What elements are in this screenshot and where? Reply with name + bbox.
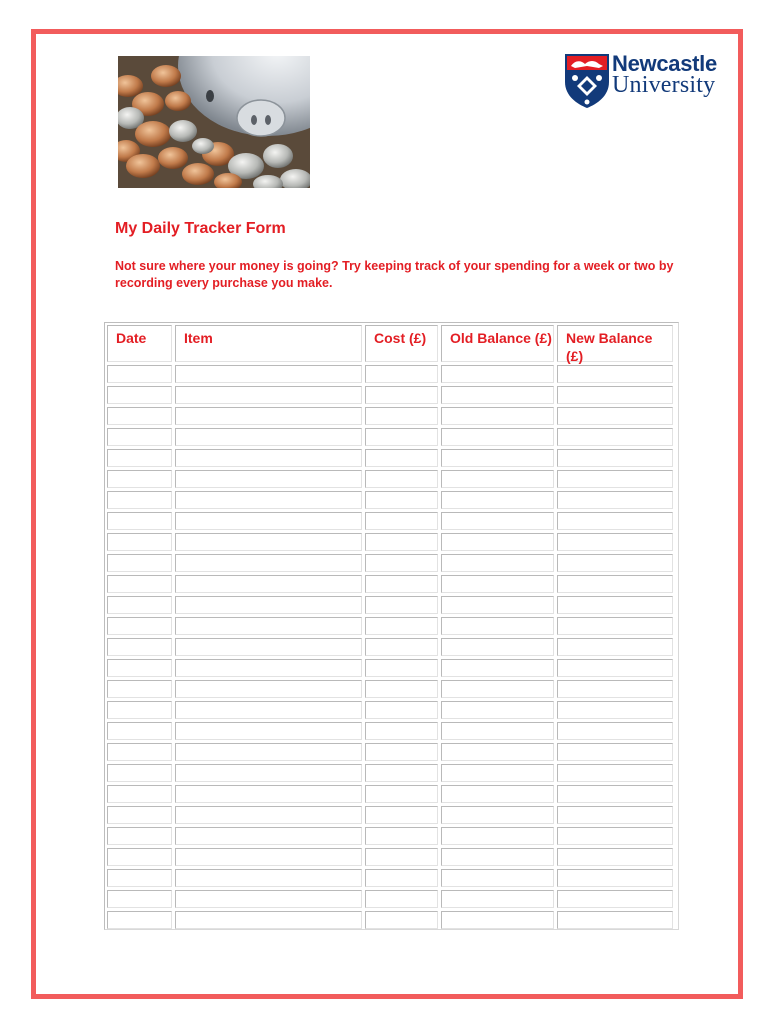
cell-item[interactable]	[175, 386, 362, 404]
column-header-date: Date	[107, 325, 172, 362]
cell-cost[interactable]	[365, 512, 438, 530]
cell-new-balance[interactable]	[557, 638, 673, 656]
cell-cost[interactable]	[365, 575, 438, 593]
cell-cost[interactable]	[365, 428, 438, 446]
cell-old-balance[interactable]	[441, 869, 554, 887]
cell-item[interactable]	[175, 365, 362, 383]
cell-new-balance[interactable]	[557, 407, 673, 425]
cell-cost[interactable]	[365, 596, 438, 614]
cell-new-balance[interactable]	[557, 365, 673, 383]
cell-date[interactable]	[107, 596, 172, 614]
cell-item[interactable]	[175, 617, 362, 635]
cell-new-balance[interactable]	[557, 806, 673, 824]
cell-date[interactable]	[107, 743, 172, 761]
cell-item[interactable]	[175, 680, 362, 698]
coins-piggy-bank-photo	[118, 56, 310, 188]
cell-item[interactable]	[175, 827, 362, 845]
cell-item[interactable]	[175, 722, 362, 740]
cell-new-balance[interactable]	[557, 512, 673, 530]
cell-new-balance[interactable]	[557, 533, 673, 551]
cell-cost[interactable]	[365, 365, 438, 383]
cell-item[interactable]	[175, 764, 362, 782]
cell-item[interactable]	[175, 911, 362, 929]
cell-item[interactable]	[175, 512, 362, 530]
cell-cost[interactable]	[365, 470, 438, 488]
cell-new-balance[interactable]	[557, 596, 673, 614]
cell-new-balance[interactable]	[557, 911, 673, 929]
cell-date[interactable]	[107, 470, 172, 488]
cell-new-balance[interactable]	[557, 764, 673, 782]
coins-photo-graphic	[118, 56, 310, 188]
cell-cost[interactable]	[365, 659, 438, 677]
cell-cost[interactable]	[365, 533, 438, 551]
cell-new-balance[interactable]	[557, 890, 673, 908]
form-intro: Not sure where your money is going? Try keeping track of your spending for a week or two by recording every purchase you make.	[115, 259, 674, 290]
cell-date[interactable]	[107, 365, 172, 383]
cell-cost[interactable]	[365, 785, 438, 803]
cell-cost[interactable]	[365, 848, 438, 866]
cell-date[interactable]	[107, 827, 172, 845]
cell-old-balance[interactable]	[441, 617, 554, 635]
cell-new-balance[interactable]	[557, 827, 673, 845]
form-title: My Daily Tracker Form	[115, 220, 286, 237]
cell-old-balance[interactable]	[441, 827, 554, 845]
cell-old-balance[interactable]	[441, 407, 554, 425]
cell-old-balance[interactable]	[441, 554, 554, 572]
cell-new-balance[interactable]	[557, 743, 673, 761]
cell-cost[interactable]	[365, 407, 438, 425]
cell-new-balance[interactable]	[557, 659, 673, 677]
cell-item[interactable]	[175, 743, 362, 761]
cell-cost[interactable]	[365, 827, 438, 845]
cell-new-balance[interactable]	[557, 386, 673, 404]
cell-cost[interactable]	[365, 890, 438, 908]
cell-cost[interactable]	[365, 554, 438, 572]
cell-old-balance[interactable]	[441, 428, 554, 446]
cell-cost[interactable]	[365, 911, 438, 929]
cell-cost[interactable]	[365, 869, 438, 887]
cell-item[interactable]	[175, 491, 362, 509]
cell-cost[interactable]	[365, 386, 438, 404]
cell-cost[interactable]	[365, 722, 438, 740]
cell-date[interactable]	[107, 806, 172, 824]
cell-item[interactable]	[175, 785, 362, 803]
cell-new-balance[interactable]	[557, 554, 673, 572]
cell-new-balance[interactable]	[557, 680, 673, 698]
cell-new-balance[interactable]	[557, 617, 673, 635]
cell-date[interactable]	[107, 785, 172, 803]
cell-cost[interactable]	[365, 806, 438, 824]
cell-date[interactable]	[107, 533, 172, 551]
column-header-new-balance: New Balance (£)	[557, 325, 673, 362]
cell-date[interactable]	[107, 701, 172, 719]
cell-old-balance[interactable]	[441, 848, 554, 866]
cell-date[interactable]	[107, 449, 172, 467]
cell-old-balance[interactable]	[441, 449, 554, 467]
cell-new-balance[interactable]	[557, 575, 673, 593]
cell-cost[interactable]	[365, 764, 438, 782]
cell-old-balance[interactable]	[441, 512, 554, 530]
cell-item[interactable]	[175, 848, 362, 866]
cell-item[interactable]	[175, 869, 362, 887]
cell-old-balance[interactable]	[441, 659, 554, 677]
cell-item[interactable]	[175, 533, 362, 551]
cell-new-balance[interactable]	[557, 449, 673, 467]
cell-new-balance[interactable]	[557, 428, 673, 446]
cell-cost[interactable]	[365, 617, 438, 635]
cell-date[interactable]	[107, 428, 172, 446]
cell-old-balance[interactable]	[441, 575, 554, 593]
cell-date[interactable]	[107, 491, 172, 509]
column-header-cost: Cost (£)	[365, 325, 438, 362]
cell-date[interactable]	[107, 575, 172, 593]
cell-old-balance[interactable]	[441, 911, 554, 929]
cell-item[interactable]	[175, 701, 362, 719]
cell-date[interactable]	[107, 407, 172, 425]
cell-old-balance[interactable]	[441, 890, 554, 908]
cell-cost[interactable]	[365, 701, 438, 719]
cell-date[interactable]	[107, 659, 172, 677]
cell-item[interactable]	[175, 806, 362, 824]
cell-old-balance[interactable]	[441, 680, 554, 698]
cell-old-balance[interactable]	[441, 386, 554, 404]
newcastle-university-logo	[563, 52, 731, 112]
cell-date[interactable]	[107, 890, 172, 908]
cell-item[interactable]	[175, 428, 362, 446]
cell-old-balance[interactable]	[441, 638, 554, 656]
cell-cost[interactable]	[365, 491, 438, 509]
cell-new-balance[interactable]	[557, 785, 673, 803]
cell-item[interactable]	[175, 575, 362, 593]
cell-date[interactable]	[107, 386, 172, 404]
cell-date[interactable]	[107, 869, 172, 887]
cell-old-balance[interactable]	[441, 596, 554, 614]
cell-date[interactable]	[107, 554, 172, 572]
cell-item[interactable]	[175, 449, 362, 467]
cell-old-balance[interactable]	[441, 806, 554, 824]
cell-new-balance[interactable]	[557, 869, 673, 887]
cell-new-balance[interactable]	[557, 722, 673, 740]
cell-cost[interactable]	[365, 449, 438, 467]
cell-new-balance[interactable]	[557, 470, 673, 488]
cell-cost[interactable]	[365, 638, 438, 656]
cell-date[interactable]	[107, 848, 172, 866]
cell-item[interactable]	[175, 470, 362, 488]
cell-item[interactable]	[175, 890, 362, 908]
cell-date[interactable]	[107, 638, 172, 656]
cell-old-balance[interactable]	[441, 491, 554, 509]
cell-date[interactable]	[107, 911, 172, 929]
logo-text-university: University	[612, 72, 716, 98]
column-header-item: Item	[175, 325, 362, 362]
cell-item[interactable]	[175, 638, 362, 656]
cell-date[interactable]	[107, 512, 172, 530]
cell-old-balance[interactable]	[441, 785, 554, 803]
logo-text-newcastle: Newcastle	[612, 51, 717, 76]
cell-date[interactable]	[107, 617, 172, 635]
cell-old-balance[interactable]	[441, 764, 554, 782]
cell-item[interactable]	[175, 596, 362, 614]
cell-old-balance[interactable]	[441, 743, 554, 761]
university-crest-icon	[563, 52, 611, 110]
cell-new-balance[interactable]	[557, 848, 673, 866]
cell-old-balance[interactable]	[441, 701, 554, 719]
cell-item[interactable]	[175, 554, 362, 572]
cell-old-balance[interactable]	[441, 722, 554, 740]
cell-old-balance[interactable]	[441, 365, 554, 383]
cell-date[interactable]	[107, 764, 172, 782]
cell-date[interactable]	[107, 680, 172, 698]
cell-cost[interactable]	[365, 743, 438, 761]
cell-cost[interactable]	[365, 680, 438, 698]
tracker-table	[104, 322, 679, 930]
cell-old-balance[interactable]	[441, 533, 554, 551]
cell-item[interactable]	[175, 659, 362, 677]
column-header-old-balance: Old Balance (£)	[441, 325, 554, 362]
cell-new-balance[interactable]	[557, 491, 673, 509]
cell-old-balance[interactable]	[441, 470, 554, 488]
cell-date[interactable]	[107, 722, 172, 740]
cell-item[interactable]	[175, 407, 362, 425]
cell-new-balance[interactable]	[557, 701, 673, 719]
